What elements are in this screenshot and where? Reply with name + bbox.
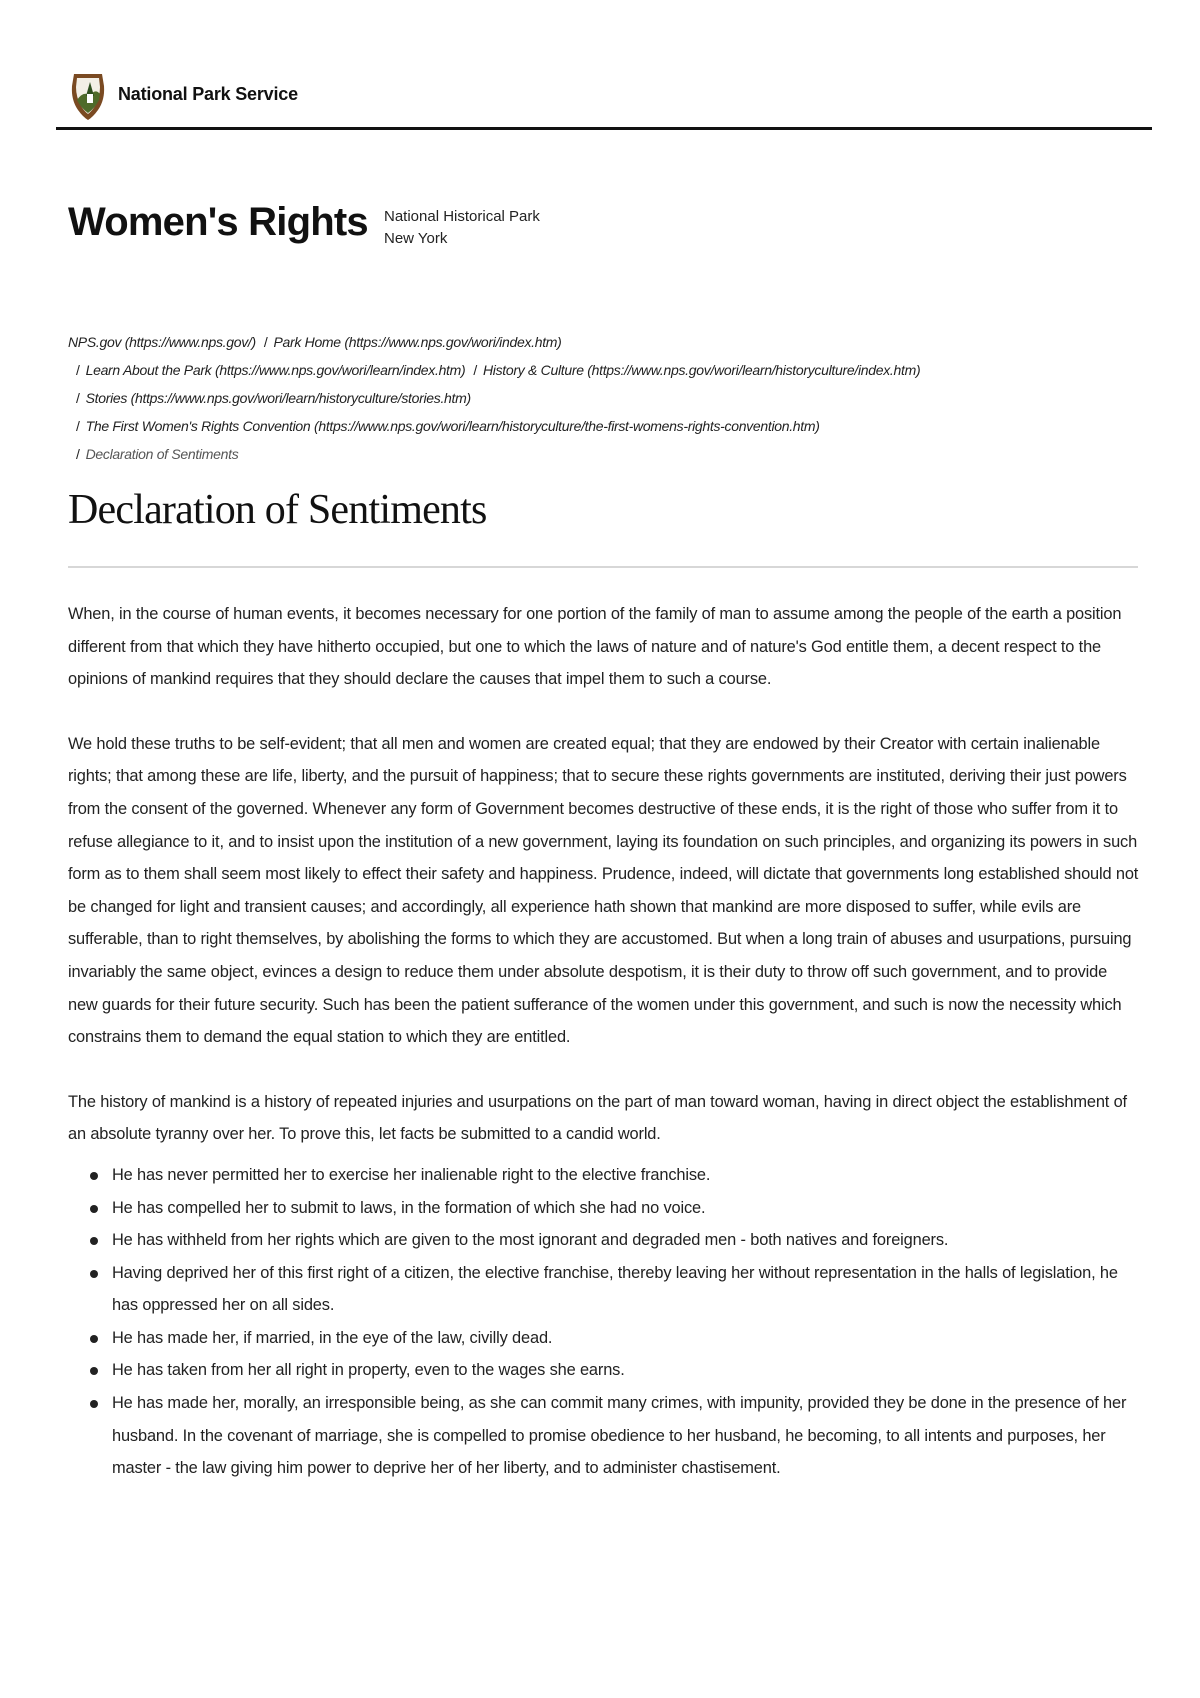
park-name[interactable]: Women's Rights bbox=[68, 200, 368, 244]
list-item: He has never permitted her to exercise her inalienable right to the elective franchise. bbox=[68, 1159, 1140, 1192]
list-item: Having deprived her of this first right of a citizen, the elective franchise, thereby leaving her without representation in the halls of legislation, he has oppressed her on all sides. bbox=[68, 1257, 1140, 1322]
arrowhead-logo-icon[interactable] bbox=[68, 70, 108, 122]
article-body bbox=[68, 598, 1140, 1485]
list-item: He has compelled her to submit to laws, in the formation of which she had no voice. bbox=[68, 1192, 1140, 1225]
site-header bbox=[56, 66, 1152, 130]
page-title: Declaration of Sentiments bbox=[68, 487, 487, 533]
breadcrumb-separator: / bbox=[473, 362, 477, 378]
breadcrumb-separator: / bbox=[76, 446, 80, 462]
breadcrumb-line bbox=[68, 356, 1148, 384]
breadcrumb bbox=[68, 328, 1148, 468]
breadcrumb-item-nps[interactable]: NPS.gov (https://www.nps.gov/) bbox=[68, 334, 256, 350]
article-paragraph: When, in the course of human events, it becomes necessary for one portion of the family of man to assume among the people of the earth a position different from that which they have hitherto occupied, but one to which the laws of nature and of nature's God entitle them, a decent respect to the opinions of mankind requires that they should declare the causes that impel them to such a course. bbox=[68, 605, 1122, 689]
list-item: He has made her, morally, an irresponsible being, as she can commit many crimes, with impunity, provided they be done in the presence of her husband. In the covenant of marriage, she is compelled to promise obedience to her husband, he becoming, to all intents and purposes, her master - the law giving him power to deprive her of her liberty, and to administer chastisement. bbox=[68, 1387, 1140, 1485]
article-paragraph: The history of mankind is a history of repeated injuries and usurpations on the part of man toward woman, having in direct object the establishment of an absolute tyranny over her. To prove this, let facts be submitted to a candid world. bbox=[68, 1092, 1127, 1144]
breadcrumb-item-stories[interactable]: Stories (https://www.nps.gov/wori/learn/historyculture/stories.htm) bbox=[85, 390, 471, 406]
breadcrumb-line bbox=[68, 440, 1148, 468]
park-designation-block bbox=[384, 206, 540, 250]
breadcrumb-item-history-culture[interactable]: History & Culture (https://www.nps.gov/wori/learn/historyculture/index.htm) bbox=[482, 362, 921, 378]
breadcrumb-separator: / bbox=[76, 390, 80, 406]
breadcrumb-item-park-home[interactable]: Park Home (https://www.nps.gov/wori/index.htm) bbox=[273, 334, 562, 350]
grievance-list bbox=[68, 1159, 1140, 1485]
breadcrumb-line bbox=[68, 328, 1148, 356]
agency-name[interactable]: National Park Service bbox=[118, 84, 298, 104]
breadcrumb-item-first-convention[interactable]: The First Women's Rights Convention (https://www.nps.gov/wori/learn/historyculture/the-first-womens-rights-convention.htm) bbox=[85, 418, 820, 434]
article-paragraph: We hold these truths to be self-evident; that all men and women are created equal; that they are endowed by their Creator with certain inalienable rights; that among these are life, liberty, and the pursuit of happiness; that to secure these rights governments are instituted, deriving their just powers from the consent of the governed. Whenever any form of Government becomes destructive of these ends, it is the right of those who suffer from it to refuse allegiance to it, and to insist upon the institution of a new government, laying its foundation on such principles, and organizing its powers in such form as to them shall seem most likely to effect their safety and happiness. Prudence, indeed, will dictate that governments long established should not be changed for light and transient causes; and accordingly, all experience hath shown that mankind are more disposed to suffer, while evils are sufferable, than to right themselves, by abolishing the forms to which they are accustomed. But when a long train of abuses and usurpations, pursuing invariably the same object, evinces a design to reduce them under absolute despotism, it is their duty to throw off such government, and to provide new guards for their future security. Such has been the patient sufferance of the women under this government, and such is now the necessity which constrains them to demand the equal station to which they are entitled. bbox=[68, 734, 1139, 1047]
title-divider bbox=[68, 566, 1138, 568]
breadcrumb-line bbox=[68, 412, 1148, 440]
breadcrumb-item-learn[interactable]: Learn About the Park (https://www.nps.gov/wori/learn/index.htm) bbox=[85, 362, 466, 378]
list-item: He has taken from her all right in property, even to the wages she earns. bbox=[68, 1354, 1140, 1387]
park-state: New York bbox=[384, 230, 448, 247]
breadcrumb-separator: / bbox=[263, 334, 268, 350]
list-item: He has made her, if married, in the eye of the law, civilly dead. bbox=[68, 1322, 1140, 1355]
breadcrumb-item-current: Declaration of Sentiments bbox=[85, 446, 239, 462]
park-designation: National Historical Park bbox=[384, 208, 540, 225]
breadcrumb-line bbox=[68, 384, 1148, 412]
list-item: He has withheld from her rights which are given to the most ignorant and degraded men - both natives and foreigners. bbox=[68, 1224, 1140, 1257]
breadcrumb-separator: / bbox=[76, 418, 80, 434]
breadcrumb-separator: / bbox=[76, 362, 80, 378]
